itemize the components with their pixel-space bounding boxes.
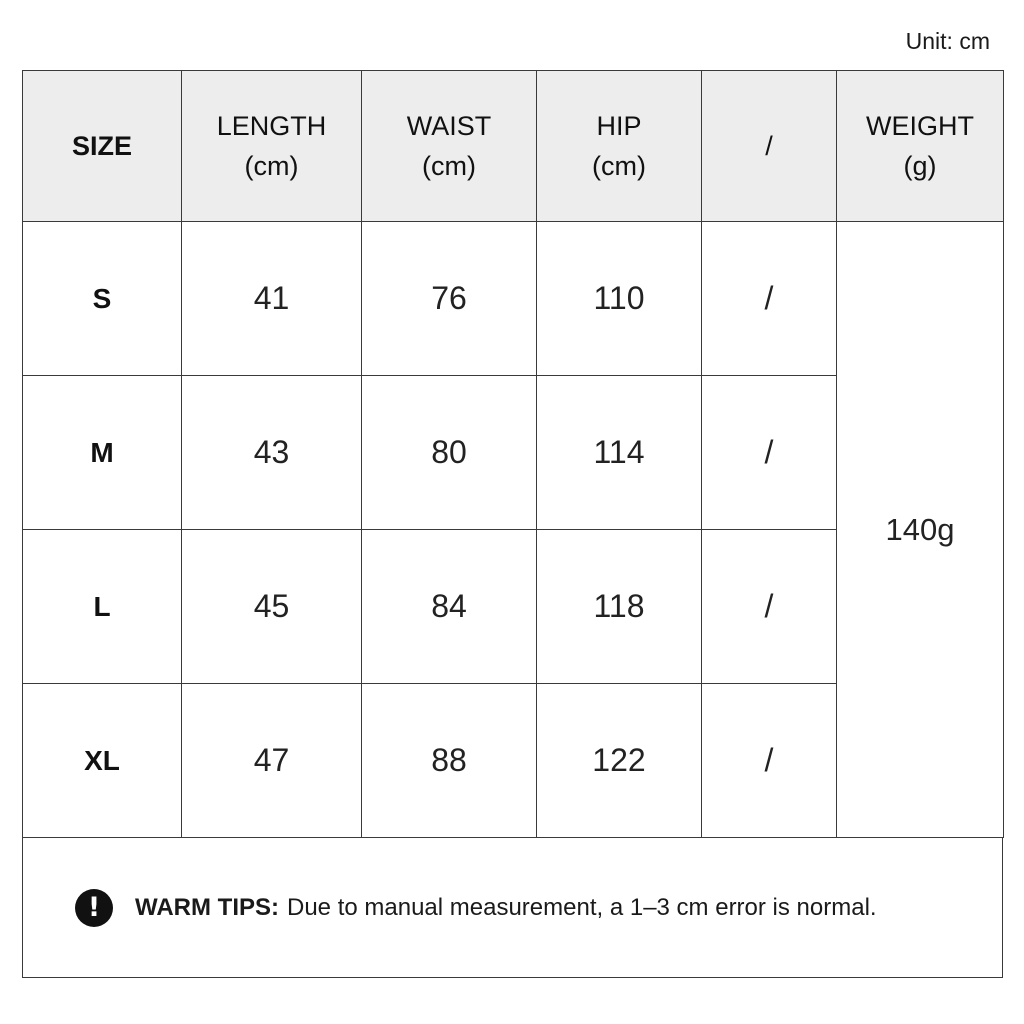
header-hip-label: HIP xyxy=(596,111,642,141)
header-weight-label: WEIGHT xyxy=(866,111,974,141)
row-size: L xyxy=(23,530,182,684)
unit-note: Unit: cm xyxy=(905,28,990,54)
row-extra: / xyxy=(702,530,837,684)
row-length: 47 xyxy=(182,684,362,838)
weight-cell: 140g xyxy=(837,222,1004,838)
warm-tips-text xyxy=(135,894,877,922)
size-chart-table xyxy=(22,70,1004,838)
row-extra: / xyxy=(702,222,837,376)
header-weight-unit: (g) xyxy=(903,151,937,181)
row-length: 45 xyxy=(182,530,362,684)
header-waist-unit: (cm) xyxy=(422,151,476,181)
row-waist: 76 xyxy=(362,222,537,376)
header-size xyxy=(23,71,182,222)
warm-tips-label: WARM TIPS: xyxy=(135,893,279,921)
row-hip: 118 xyxy=(537,530,702,684)
row-length: 41 xyxy=(182,222,362,376)
warm-tips-message: Due to manual measurement, a 1–3 cm error is normal. xyxy=(287,893,877,921)
row-hip: 114 xyxy=(537,376,702,530)
row-hip: 110 xyxy=(537,222,702,376)
header-extra-label: / xyxy=(765,131,773,161)
row-size: XL xyxy=(23,684,182,838)
table-row xyxy=(23,222,1004,376)
row-waist: 80 xyxy=(362,376,537,530)
row-size: S xyxy=(23,222,182,376)
row-waist: 88 xyxy=(362,684,537,838)
header-length-label: LENGTH xyxy=(216,111,327,141)
row-extra: / xyxy=(702,684,837,838)
row-waist: 84 xyxy=(362,530,537,684)
row-size: M xyxy=(23,376,182,530)
header-length-unit: (cm) xyxy=(244,151,299,181)
header-weight xyxy=(837,71,1004,222)
header-extra xyxy=(702,71,837,222)
warm-tips-box xyxy=(22,838,1003,978)
row-length: 43 xyxy=(182,376,362,530)
row-extra: / xyxy=(702,376,837,530)
header-hip xyxy=(537,71,702,222)
header-length xyxy=(182,71,362,222)
header-waist-label: WAIST xyxy=(406,111,492,141)
exclamation-circle-icon: ! xyxy=(75,889,113,927)
header-waist xyxy=(362,71,537,222)
header-size-label: SIZE xyxy=(71,131,132,161)
header-hip-unit: (cm) xyxy=(592,151,646,181)
row-hip: 122 xyxy=(537,684,702,838)
table-header-row xyxy=(23,71,1004,222)
